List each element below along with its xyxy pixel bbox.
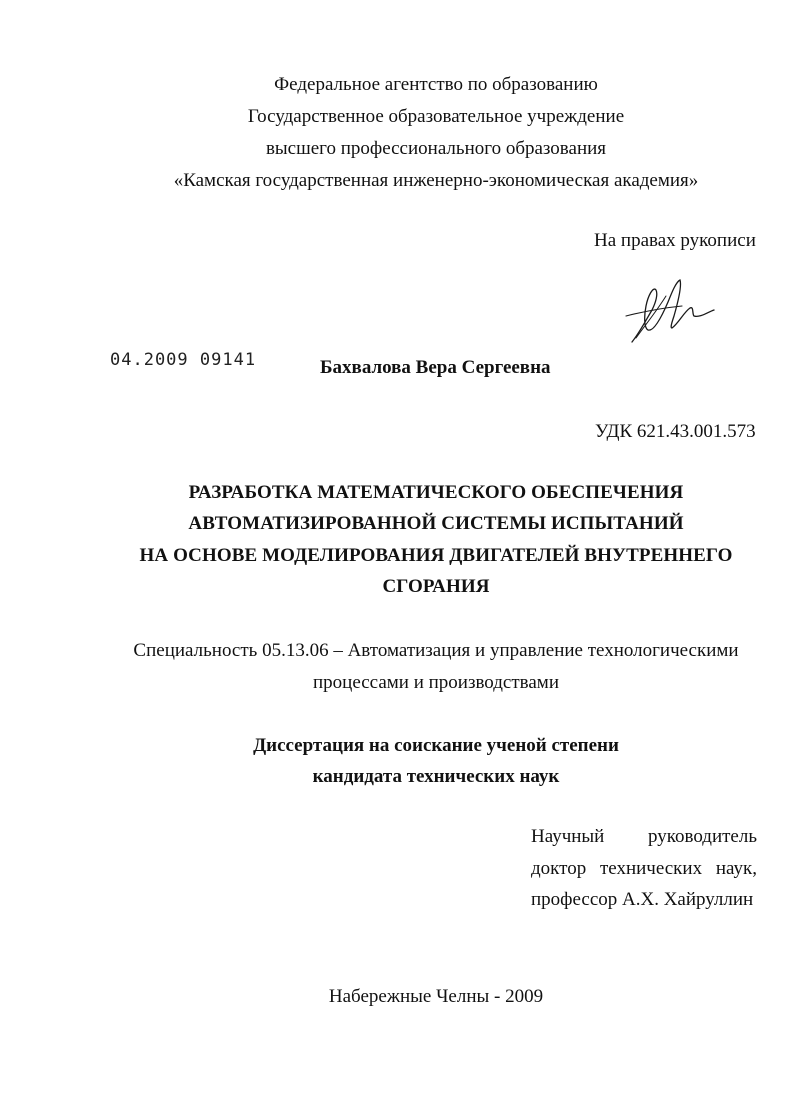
dissertation-line-2: кандидата технических наук: [312, 766, 560, 787]
org-line-2: Государственное образовательное учреждение: [247, 106, 625, 127]
title-line-4: СГОРАНИЯ: [382, 576, 490, 597]
org-line-3: высшего профессионального образования: [265, 138, 607, 159]
org-line-1: Федеральное агентство по образованию: [274, 74, 598, 95]
manuscript-rights-note: На правах рукописи: [594, 230, 756, 251]
supervisor-word: наук,: [715, 858, 757, 879]
title-line-3: НА ОСНОВЕ МОДЕЛИРОВАНИЯ ДВИГАТЕЛЕЙ ВНУТРЕННЕГО: [139, 545, 733, 566]
author-name: Бахвалова Вера Сергеевна: [320, 357, 551, 378]
supervisor-line-1: [531, 826, 757, 848]
archive-stamp: 04.2009 09141: [110, 350, 257, 370]
signature-icon: [622, 272, 718, 348]
supervisor-line-3: профессор А.Х. Хайруллин: [531, 889, 754, 910]
title-line-2: АВТОМАТИЗИРОВАННОЙ СИСТЕМЫ ИСПЫТАНИЙ: [188, 513, 684, 534]
supervisor-word: технических: [599, 858, 703, 879]
specialty-line-2: процессами и производствами: [312, 672, 560, 693]
supervisor-word: доктор: [531, 858, 587, 879]
org-line-4: «Камская государственная инженерно-экономическая академия»: [173, 170, 699, 191]
supervisor-word: Научный: [531, 826, 605, 847]
dissertation-line-1: Диссертация на соискание ученой степени: [253, 735, 619, 756]
supervisor-word: руководитель: [647, 826, 757, 847]
title-line-1: РАЗРАБОТКА МАТЕМАТИЧЕСКОГО ОБЕСПЕЧЕНИЯ: [188, 482, 684, 503]
udk-code: УДК 621.43.001.573: [595, 421, 756, 442]
city-year: Набережные Челны - 2009: [328, 986, 544, 1007]
specialty-line-1: Специальность 05.13.06 – Автоматизация и управление технологическими: [133, 640, 739, 661]
supervisor-line-2: [531, 858, 757, 880]
